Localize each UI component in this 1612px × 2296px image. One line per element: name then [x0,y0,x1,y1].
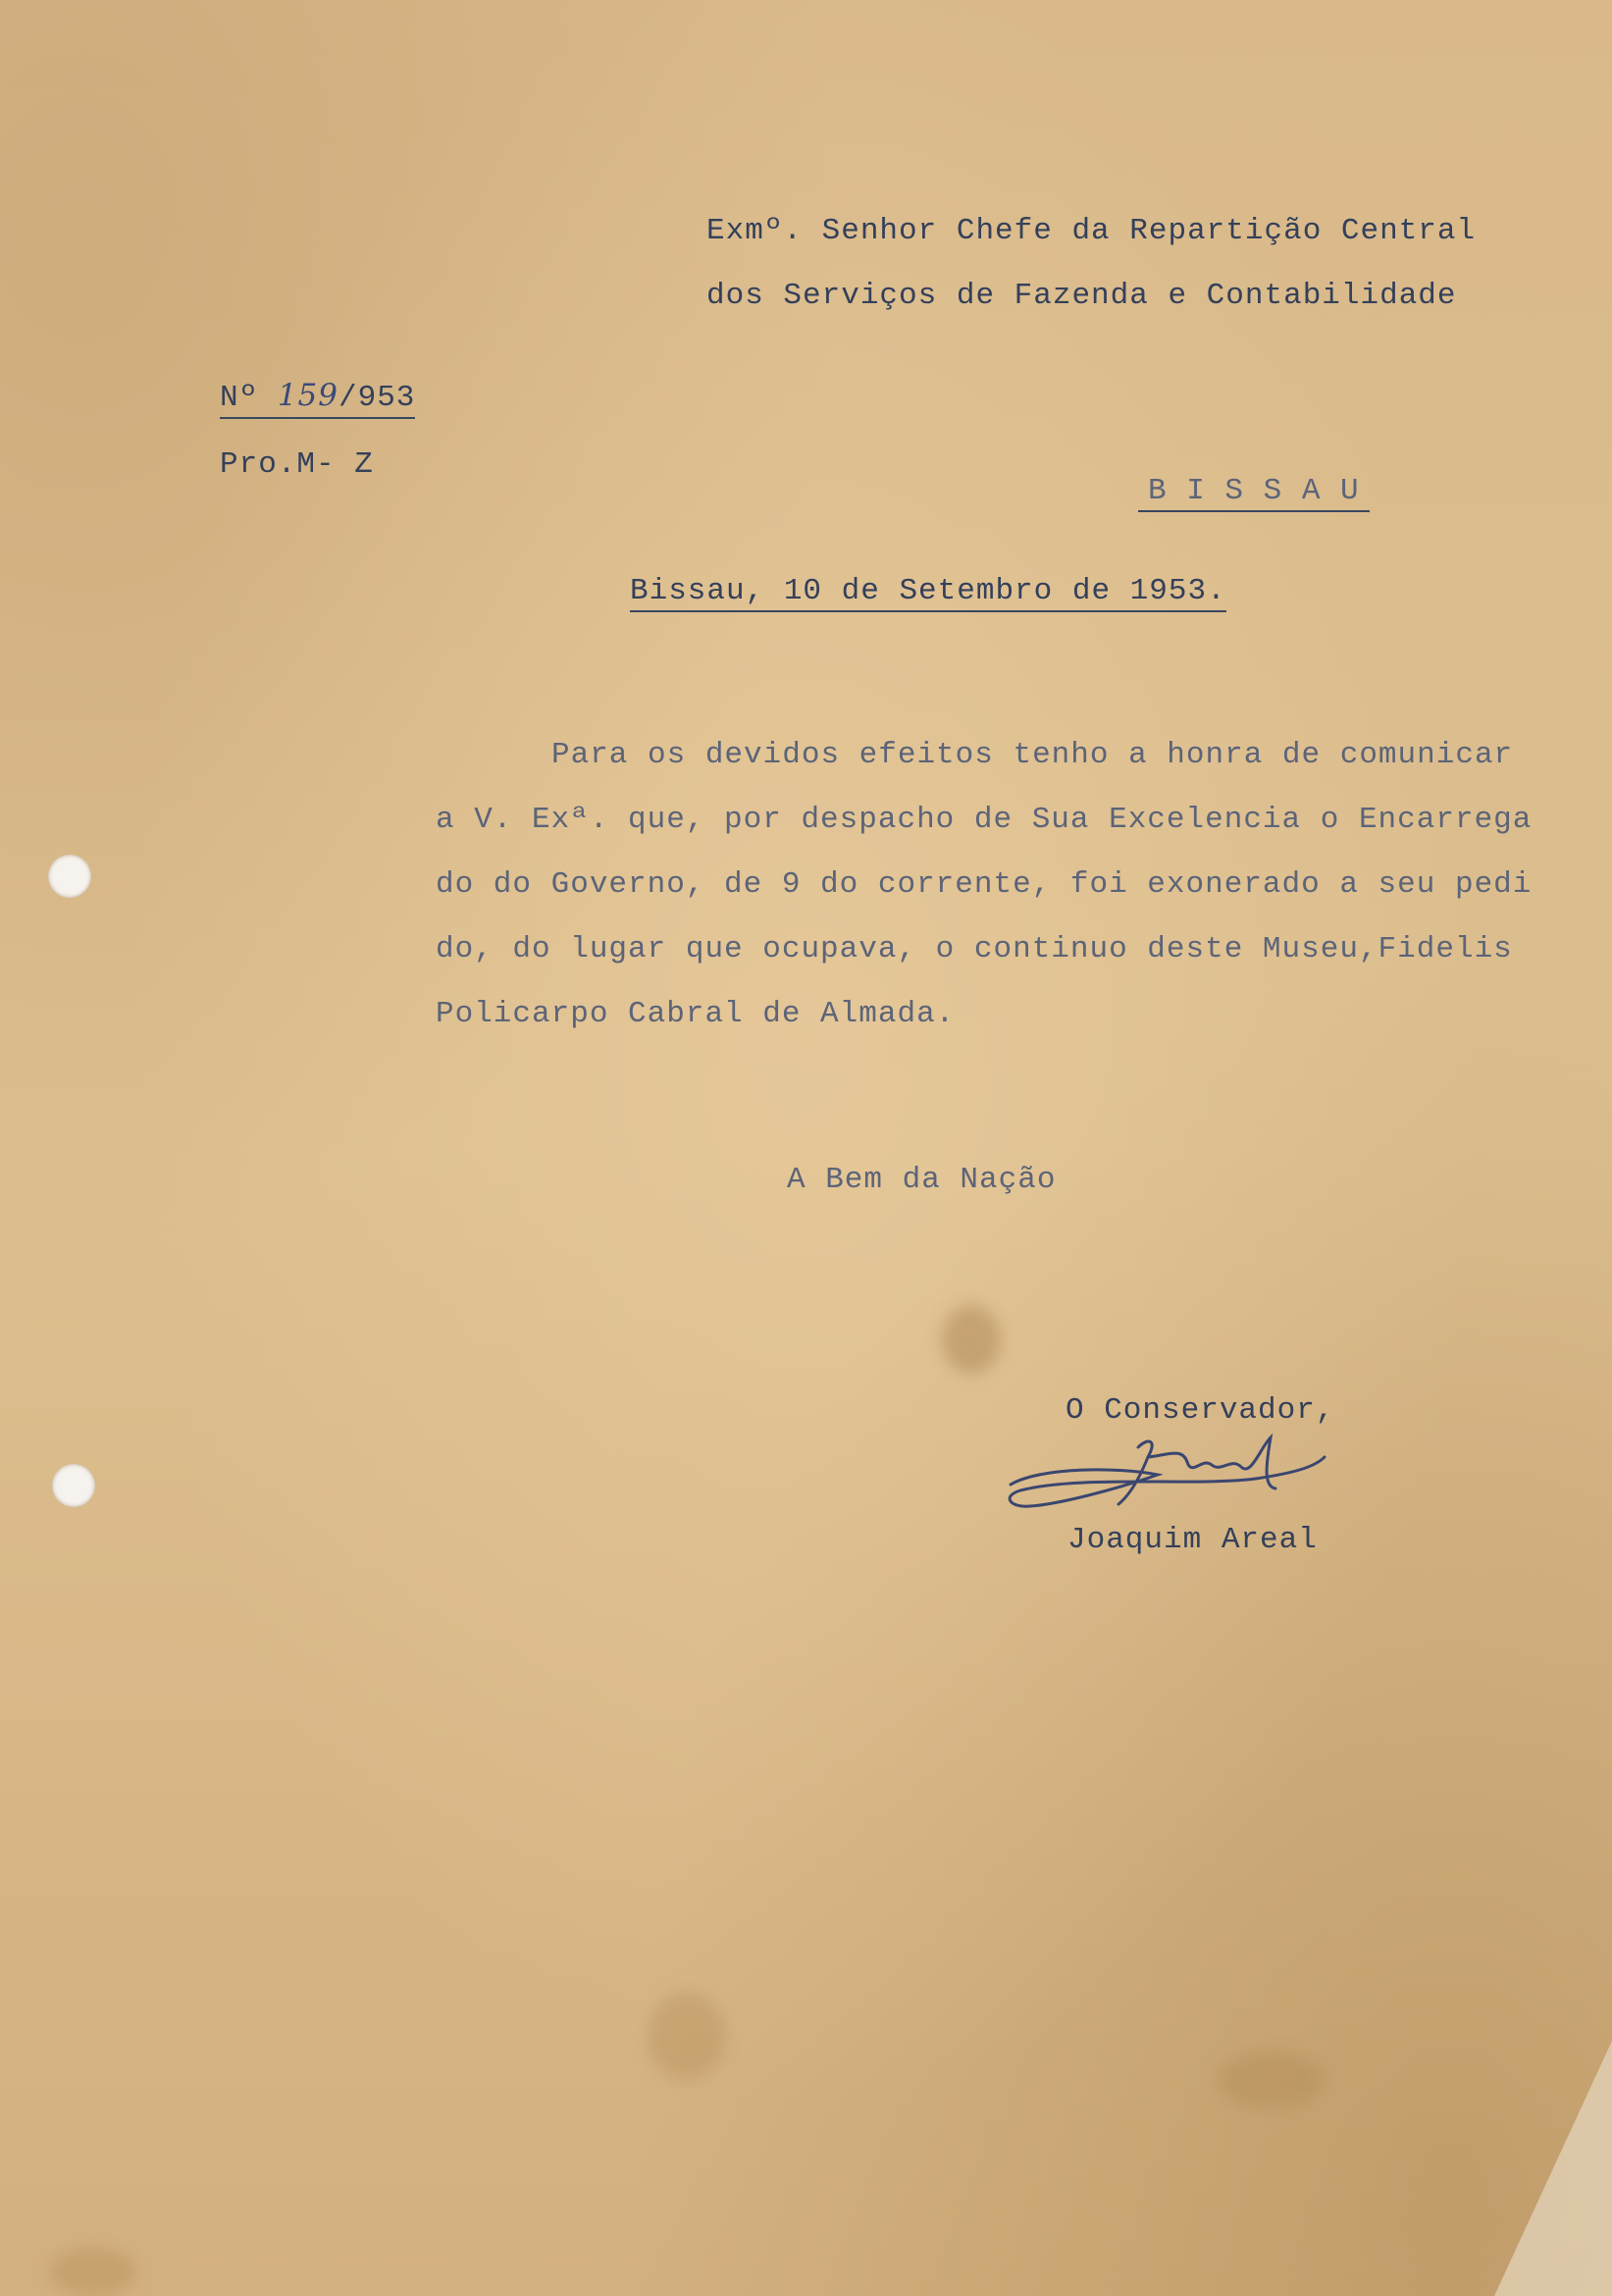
folded-corner [1494,2041,1612,2296]
body-line-1: Para os devidos efeitos tenho a honra de comunicar [551,738,1514,772]
recipient-line-2: dos Serviços de Fazenda e Contabilidade [706,279,1457,313]
paper-stain [1217,2051,1325,2110]
body-line-5: Policarpo Cabral de Almada. [436,997,956,1031]
letter-date: Bissau, 10 de Setembro de 1953. [630,574,1226,612]
reference-prefix: Nº [220,381,278,415]
reference-year: /953 [338,381,416,415]
process-code: Pro.M- Z [220,447,374,482]
body-line-3: do do Governo, de 9 do corrente, foi exonerado a seu pedi [436,867,1533,902]
paper-stain [942,1305,1001,1374]
body-line-4: do, do lugar que ocupava, o continuo deste Museu,Fidelis [436,932,1513,966]
signatory-name: Joaquim Areal [1067,1523,1318,1557]
handwritten-signature [1001,1428,1334,1536]
reference-number-handwritten: 159 [277,378,338,413]
paper-stain [648,1992,726,2080]
paper-stain [49,2247,137,2296]
destination: B I S S A U [1138,474,1370,512]
recipient-line-1: Exmº. Senhor Chefe da Repartição Central [706,214,1477,248]
punch-hole [52,1464,95,1507]
body-line-2: a V. Exª. que, por despacho de Sua Excelencia o Encarrega [436,803,1533,837]
reference-number [220,378,415,419]
signatory-title: O Conservador, [1066,1393,1335,1428]
closing-salutation: A Bem da Nação [787,1163,1057,1197]
punch-hole [48,855,91,898]
